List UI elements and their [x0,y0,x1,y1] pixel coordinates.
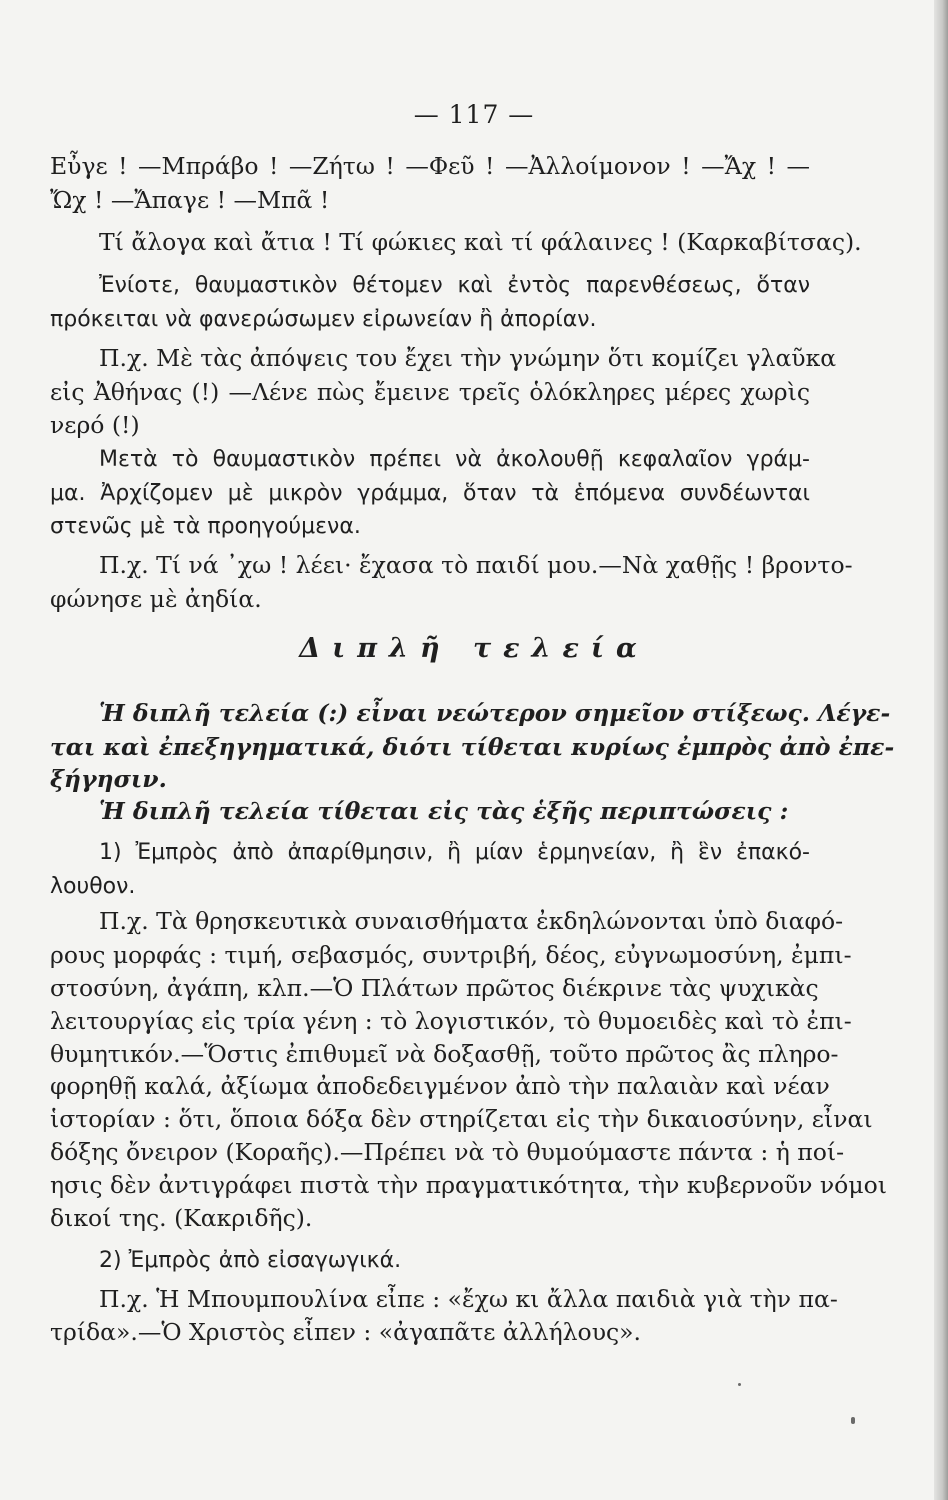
text-line: λουθον. [50,874,136,899]
text-line: Π.χ. Μὲ τὰς ἀπόψεις του ἔχει τὴν γνώμην ὅτι κομίζει γλαῦκα [99,344,837,372]
text-line: ησις δὲν ἀντιγράφει πιστὰ τὴν πραγματικότητα, τὴν κυβερνοῦν νόμοι [50,1171,887,1199]
text-line: Ἡ διπλῆ τελεία τίθεται εἰς τὰς ἑξῆς περιπτώσεις : [99,797,789,825]
text-line: ἱστορίαν : ὅτι, ὅποια δόξα δὲν στηρίζεται εἰς τὴν δικαιοσύνην, εἶναι [50,1105,873,1133]
text-line: Ἡ διπλῆ τελεία (:) εἶναι νεώτερον σημεῖον στίξεως. Λέγε- [99,699,891,727]
text-line: Τί ἄλογα καὶ ἄτια ! Τί φώκιες καὶ τί φάλαινες ! (Καρκαβίτσας). [99,228,862,256]
text-line: ξήγησιν. [50,765,167,793]
text-line: λειτουργίας εἰς τρία γένη : τὸ λογιστικόν, τὸ θυμοειδὲς καὶ τὸ ἐπι- [50,1007,852,1035]
text-line: φορηθῇ καλά, ἀξίωμα ἀποδεδειγμένον ἀπὸ τὴν παλαιὰν καὶ νέαν [50,1072,830,1100]
text-line: νερό (!) [50,411,140,439]
text-line: δικοί της. (Κακριδῆς). [50,1204,313,1232]
text-line: 2) Ἐμπρὸς ἀπὸ εἰσαγωγικά. [99,1248,402,1273]
text-line: στενῶς μὲ τὰ προηγούμενα. [50,514,361,539]
text-line: Π.χ. Τί νά ᾽χω ! λέει· ἔχασα τὸ παιδί μου.—Νὰ χαθῇς ! βροντο- [99,551,853,579]
scan-speck [738,1383,741,1386]
text-line: Εὖγε ! —Μπράβο ! —Ζήτω ! —Φεῦ ! —Ἀλλοίμονον ! —Ἄχ ! — [50,152,810,180]
page-number: — 117 — [413,100,535,129]
text-line: Μετὰ τὸ θαυμαστικὸν πρέπει νὰ ἀκολουθῇ κεφαλαῖον γράμ- [99,447,810,472]
scan-speck [851,1417,855,1424]
text-line: ρους μορφάς : τιμή, σεβασμός, συντριβή, δέος, εὐγνωμοσύνη, ἐμπι- [50,941,852,969]
text-line: Π.χ. Τὰ θρησκευτικὰ συναισθήματα ἐκδηλώνονται ὑπὸ διαφό- [99,907,844,935]
text-line: Ὤχ ! —Ἄπαγε ! —Μπᾶ ! [50,186,330,214]
text-line: ται καὶ ἐπεξηγηματικά, διότι τίθεται κυρίως ἐμπρὸς ἀπὸ ἐπε- [50,733,895,761]
text-line: δόξης ὄνειρον (Κοραῆς).—Πρέπει νὰ τὸ θυμούμαστε πάντα : ἡ ποί- [50,1138,845,1166]
text-line: μα. Ἀρχίζομεν μὲ μικρὸν γράμμα, ὅταν τὰ ἑπόμενα συνδέωνται [50,481,810,506]
text-line: φώνησε μὲ ἀηδία. [50,585,262,613]
text-line: θυμητικόν.—Ὅστις ἐπιθυμεῖ νὰ δοξασθῇ, τοῦτο πρῶτος ἂς πληρο- [50,1040,839,1068]
text-line: στοσύνη, ἀγάπη, κλπ.—Ὁ Πλάτων πρῶτος διέκρινε τὰς ψυχικὰς [50,974,819,1002]
text-line: Π.χ. Ἡ Μπουμπουλίνα εἶπε : «ἔχω κι ἄλλα παιδιὰ γιὰ τὴν πα- [99,1285,838,1313]
text-line: Ἐνίοτε, θαυμαστικὸν θέτομεν καὶ ἐντὸς παρενθέσεως, ὅταν [99,273,810,298]
text-line: εἰς Ἀθήνας (!) —Λένε πὼς ἔμεινε τρεῖς ὁλόκληρες μέρες χωρὶς [50,378,810,406]
section-heading: Διπλῆ τελεία [299,633,649,664]
text-line: τρίδα».—Ὁ Χριστὸς εἶπεν : «ἀγαπᾶτε ἀλλήλους». [50,1318,641,1346]
text-line: 1) Ἐμπρὸς ἀπὸ ἀπαρίθμησιν, ἢ μίαν ἑρμηνείαν, ἢ ἓν ἐπακό- [99,840,810,865]
page-binding-edge [934,0,948,1500]
text-line: πρόκειται νὰ φανερώσωμεν εἰρωνείαν ἢ ἀπορίαν. [50,307,597,332]
